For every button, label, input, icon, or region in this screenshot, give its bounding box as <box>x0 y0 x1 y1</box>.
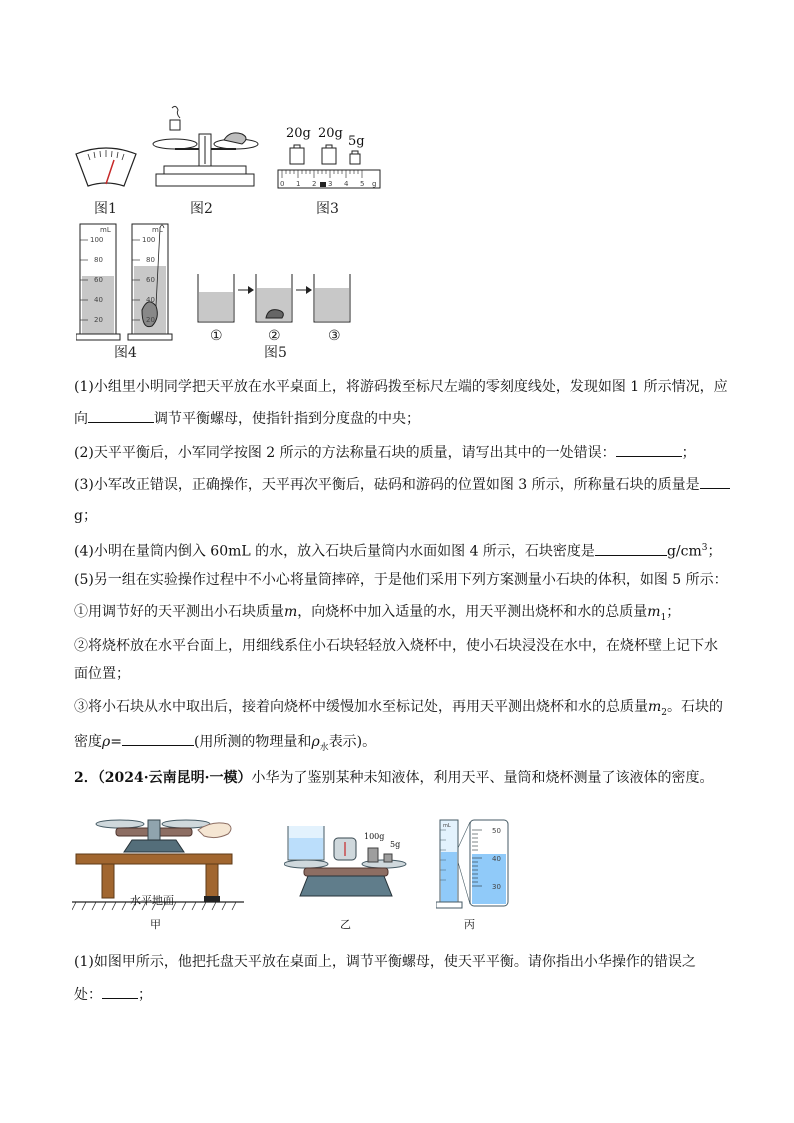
fig-bing-tick-40: 40 <box>492 855 501 863</box>
ruler-tick-5: 5 <box>360 180 365 188</box>
fig-bing-unit: mL <box>443 823 451 829</box>
fig-bing-tick-30: 30 <box>492 883 501 891</box>
cyl-a-tick-20: 20 <box>94 316 103 324</box>
q1-density-formula: 密度ρ= (用所测的物理量和$\rho_水$表示)。 <box>74 731 724 758</box>
cyl-a-tick-80: 80 <box>94 256 103 264</box>
q1-part2: (2)天平平衡后，小军同学按图 2 所示的方法称量石块的质量，请写出其中的一处错误： ； <box>74 442 724 463</box>
floor-label: 水平地面 <box>130 894 174 907</box>
fig-yi-label: 乙 <box>340 918 351 931</box>
q2-stem: 2．（2024·云南昆明·一模）小华为了鉴别某种未知液体，利用天平、量筒和烧杯测量了该液体的密度。 <box>74 770 714 786</box>
fig-bing-tick-50: 50 <box>492 827 501 835</box>
fig-yi-weight-100g: 100g <box>364 832 385 841</box>
ruler-tick-4: 4 <box>344 180 349 188</box>
cyl-b-tick-20: 20 <box>146 316 155 324</box>
fig1-label: 图1 <box>94 201 117 217</box>
q2-part1-line2: 处： ； <box>74 984 724 1005</box>
fig3-weight-5g: 5g <box>348 134 365 149</box>
fig2-label: 图2 <box>190 201 213 217</box>
q2-part1-line1: (1)如图甲所示，他把托盘天平放在桌面上，调节平衡螺母，使天平平衡。请你指出小华操作的错误之 <box>74 954 696 970</box>
fig4-cylinders-diagram <box>76 220 176 344</box>
q1-step2-line1: ②将烧杯放在水平台面上，用细线系住小石块轻轻放入烧杯中，使小石块浸没在水中，在烧杯壁上记下水 <box>74 638 718 654</box>
fig5-beakers-diagram <box>194 270 354 326</box>
q1-step2-line2: 面位置； <box>74 666 130 682</box>
cyl-b-tick-60: 60 <box>146 276 155 284</box>
cyl-b-tick-100: 100 <box>142 236 156 244</box>
fig5-label: 图5 <box>264 345 287 361</box>
q1-part1-line2: 向 调节平衡螺母，使指针指到分度盘的中央； <box>74 408 724 429</box>
q1-part3-line2: g； <box>74 508 97 524</box>
fig5-step-2: ② <box>268 328 281 344</box>
cyl-a-tick-100: 100 <box>90 236 104 244</box>
cyl-b-tick-80: 80 <box>146 256 155 264</box>
fig3-weight-20g-b: 20g <box>318 126 343 141</box>
answer-blank-3[interactable] <box>700 474 730 489</box>
q1-step3: ③将小石块从水中取出后，接着向烧杯中缓慢加水至标记处，再用天平测出烧杯和水的总质量$m_2$。石块的 <box>74 699 724 718</box>
fig-bing-label: 丙 <box>464 918 475 931</box>
fig4-label: 图4 <box>114 345 137 361</box>
answer-blank-2[interactable] <box>616 442 682 457</box>
fig1-dial-diagram <box>70 140 142 194</box>
answer-blank-6[interactable] <box>102 984 138 999</box>
fig-jia-label: 甲 <box>150 918 161 931</box>
q1-step1: ①用调节好的天平测出小石块质量m，向烧杯中加入适量的水，用天平测出烧杯和水的总质量$m_1$； <box>74 604 681 623</box>
fig3-label: 图3 <box>316 201 339 217</box>
q1-part5: (5)另一组在实验操作过程中不小心将量筒摔碎，于是他们采用下列方案测量小石块的体积，如图 5 所示： <box>74 572 728 588</box>
cyl-a-unit: mL <box>100 226 111 234</box>
cyl-a-tick-60: 60 <box>94 276 103 284</box>
fig3-weight-20g-a: 20g <box>286 126 311 141</box>
ruler-tick-1: 1 <box>296 180 301 188</box>
answer-blank-5[interactable] <box>122 731 194 746</box>
ruler-tick-0: 0 <box>280 180 285 188</box>
answer-blank-4[interactable] <box>595 541 667 556</box>
cyl-a-tick-40: 40 <box>94 296 103 304</box>
ruler-tick-2: 2 <box>312 180 317 188</box>
fig-yi-diagram <box>284 824 414 914</box>
cyl-b-unit: mL <box>152 226 163 234</box>
fig5-step-1: ① <box>210 328 223 344</box>
fig-yi-weight-5g: 5g <box>390 840 401 849</box>
q1-part4: (4)小明在量筒内倒入 60mL 的水，放入石块后量筒内水面如图 4 所示，石块密度是 $g/cm^3$； <box>74 538 724 562</box>
ruler-tick-3: 3 <box>328 180 333 188</box>
fig2-balance-diagram <box>150 104 260 196</box>
answer-blank-1[interactable] <box>88 408 154 423</box>
ruler-unit: g <box>372 180 377 188</box>
cyl-b-tick-40: 40 <box>146 296 155 304</box>
q1-part1-line1: (1)小组里小明同学把天平放在水平桌面上，将游码拨至标尺左端的零刻度线处，发现如图 1 所示情况，应 <box>74 379 728 395</box>
fig3-ruler-diagram <box>276 144 386 194</box>
q1-part3-line1: (3)小军改正错误，正确操作，天平再次平衡后，砝码和游码的位置如图 3 所示，所称量石块的质量是 <box>74 474 724 495</box>
fig5-step-3: ③ <box>328 328 341 344</box>
fig-bing-diagram <box>436 818 510 910</box>
